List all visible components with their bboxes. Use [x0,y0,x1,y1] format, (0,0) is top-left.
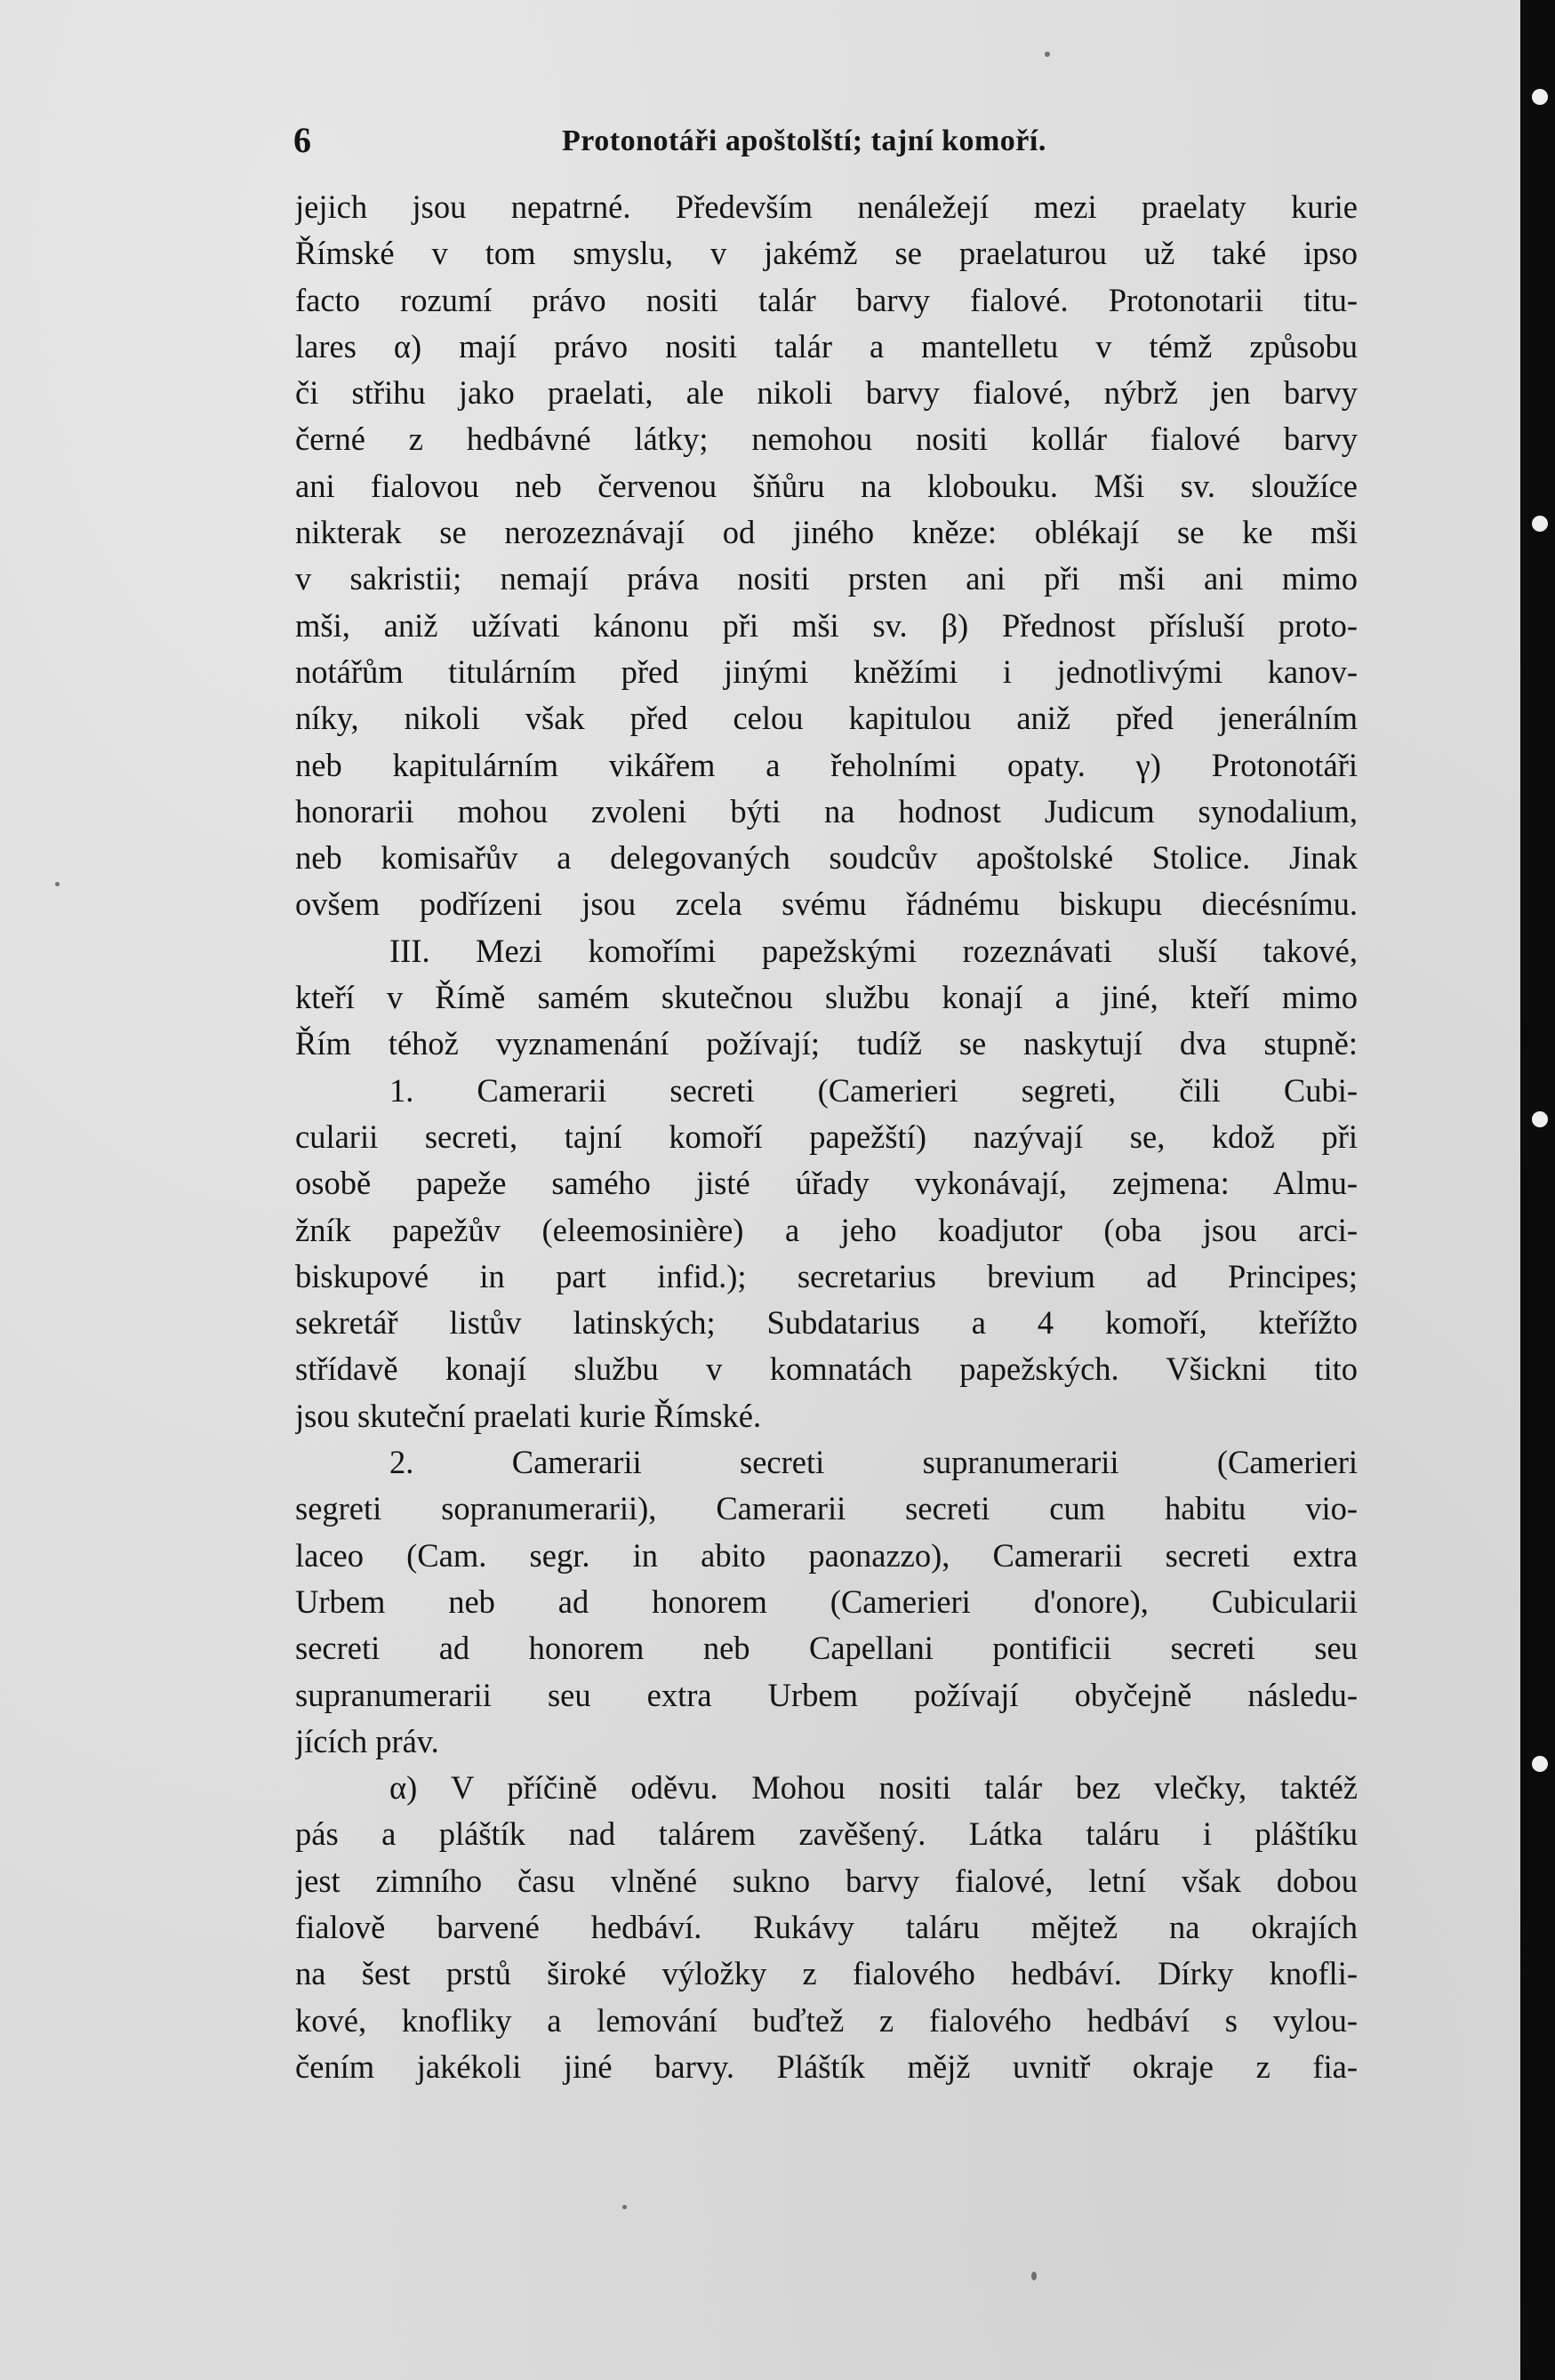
ink-speck [622,2205,627,2209]
text-line-1: jejich jsou nepatrné. Především nenáležejí mezi praelaty kurie [295,188,1358,225]
text-line-33: supranumerarii seu extra Urbem požívají obyčejně následu- [295,1676,1358,1713]
text-line-8: nikterak se nerozeznávají od jiného kněze: oblékají se ke mši [295,514,1358,551]
text-line-36: pás a pláštík nad talárem zavěšený. Látka taláru i pláštíku [295,1815,1358,1853]
text-line-27: jsou skuteční praelati kurie Římské. [295,1397,762,1434]
text-line-41: čením jakékoli jiné barvy. Pláštík mějž uvnitř okraje z fia- [295,2047,1358,2085]
text-line-12: níky, nikoli však před celou kapitulou aniž před jenerálním [295,700,1358,737]
text-line-20: 1. Camerarii secreti (Camerieri segreti, čili Cubi- [389,1071,1358,1109]
text-line-22: osobě papeže samého jisté úřady vykonávají, zejmena: Almu- [295,1165,1358,1202]
text-line-19: Řím téhož vyznamenání požívají; tudíž se naskytují dva stupně: [295,1025,1358,1062]
text-line-40: kové, knofliky a lemování buďtež z fialového hedbáví s vylou- [295,2001,1358,2039]
text-line-4: lares α) mají právo nositi talár a mantelletu v témž způsobu [295,327,1358,365]
text-line-2: Římské v tom smyslu, v jakémž se praelaturou už také ipso [295,235,1358,272]
edge-mark [1532,516,1548,532]
ink-speck [1031,2272,1037,2280]
text-line-18: kteří v Římě samém skutečnou službu konají a jiné, kteří mimo [295,979,1358,1016]
text-line-28: 2. Camerarii secreti supranumerarii (Camerieri [389,1444,1358,1481]
text-line-37: jest zimního času vlněné sukno barvy fialové, letní však dobou [295,1862,1358,1899]
body-text [295,184,1358,2090]
text-line-30: laceo (Cam. segr. in abito paonazzo), Camerarii secreti extra [295,1536,1358,1574]
running-title: Protonotáři apoštolští; tajní komoří. [562,124,1046,157]
text-line-10: mši, aniž užívati kánonu při mši sv. β) Přednost přísluší proto- [295,606,1358,644]
text-line-13: neb kapitulárním vikářem a řeholními opaty. γ) Protonotáři [295,746,1358,783]
text-line-7: ani fialovou neb červenou šňůru na klobouku. Mši sv. sloužíce [295,467,1358,504]
text-line-14: honorarii mohou zvoleni býti na hodnost Judicum synodalium, [295,792,1358,829]
text-line-29: segreti sopranumerarii), Camerarii secreti cum habitu vio- [295,1490,1358,1527]
text-line-16: ovšem podřízeni jsou zcela svému řádnému biskupu diecésnímu. [295,885,1358,923]
page-header [293,121,1360,160]
edge-mark [1532,1111,1548,1127]
text-line-31: Urbem neb ad honorem (Camerieri d'onore), Cubicularii [295,1583,1358,1620]
text-line-24: biskupové in part infid.); secretarius brevium ad Principes; [295,1257,1358,1294]
edge-mark [1532,89,1548,105]
text-line-34: jících práv. [295,1722,439,1759]
text-line-3: facto rozumí právo nositi talár barvy fialové. Protonotarii titu- [295,281,1358,318]
text-line-25: sekretář listův latinských; Subdatarius a 4 komoří, kteřížto [295,1304,1358,1342]
text-line-17: III. Mezi komořími papežskými rozeznávati sluší takové, [389,932,1358,969]
text-line-9: v sakristii; nemají práva nositi prsten ani při mši ani mimo [295,560,1358,597]
edge-mark [1532,1756,1548,1772]
text-line-38: fialově barvené hedbáví. Rukávy taláru mějtež na okrajích [295,1908,1358,1945]
text-line-5: či střihu jako praelati, ale nikoli barvy fialové, nýbrž jen barvy [295,374,1358,412]
text-line-23: žník papežův (eleemosinière) a jeho koadjutor (oba jsou arci- [295,1211,1358,1248]
text-line-11: notářům titulárním před jinými kněžími i jednotlivými kanov- [295,653,1358,690]
scan-border [1520,0,1555,2380]
text-line-35: α) V příčině oděvu. Mohou nositi talár bez vlečky, taktéž [389,1769,1358,1807]
text-line-32: secreti ad honorem neb Capellani pontificii secreti seu [295,1630,1358,1667]
text-line-15: neb komisařův a delegovaných soudcův apoštolské Stolice. Jinak [295,839,1358,877]
ink-speck [1045,52,1050,57]
text-line-6: černé z hedbávné látky; nemohou nositi kollár fialové barvy [295,421,1358,458]
text-line-26: střídavě konají službu v komnatách papežských. Všickni tito [295,1350,1358,1388]
page-number: 6 [293,120,311,160]
ink-speck [55,882,60,886]
text-line-39: na šest prstů široké výložky z fialového hedbáví. Dírky knofli- [295,1955,1358,1992]
text-line-21: cularii secreti, tajní komoří papežští) nazývají se, kdož při [295,1118,1358,1155]
